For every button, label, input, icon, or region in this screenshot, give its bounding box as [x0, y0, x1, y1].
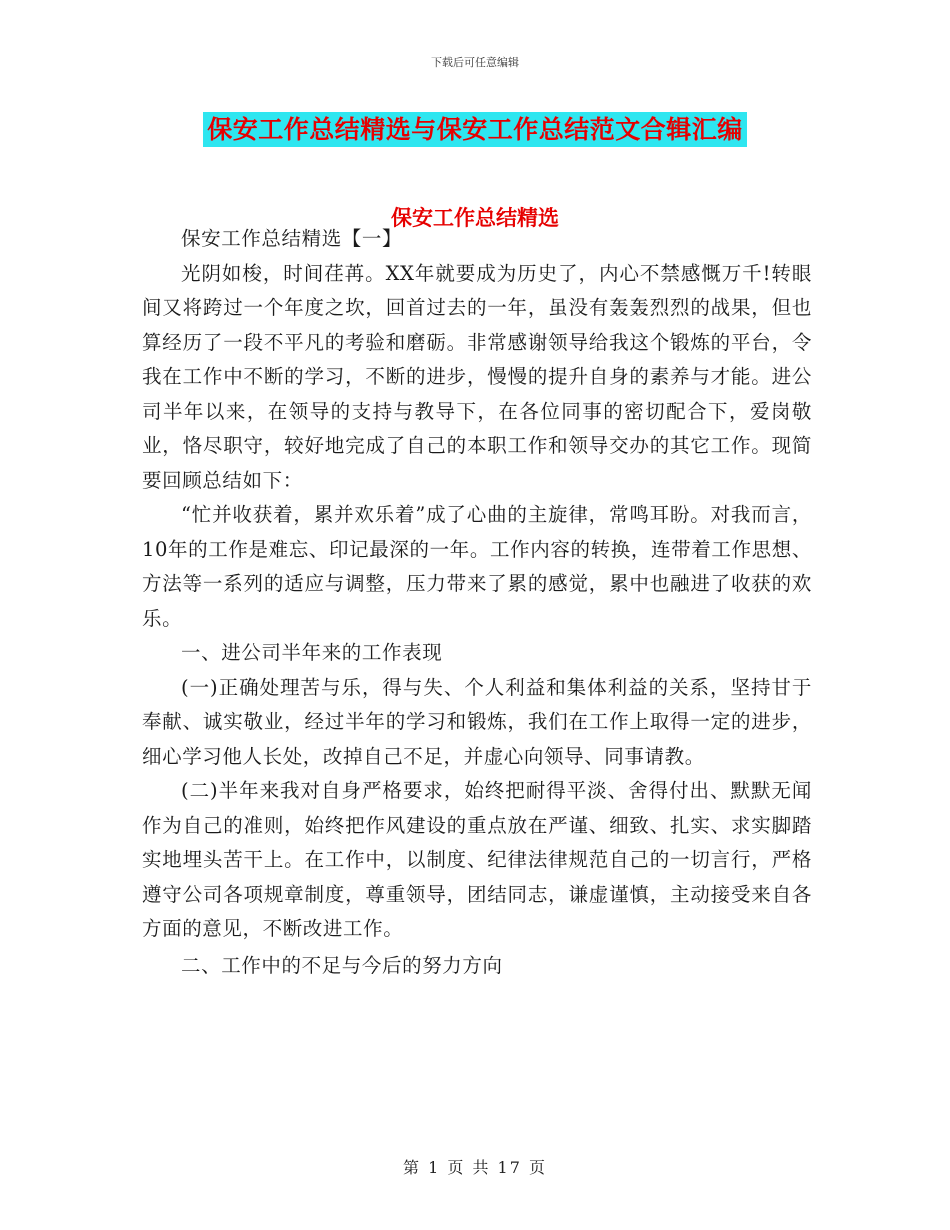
- paragraph: (一)正确处理苦与乐，得与失、个人利益和集体利益的关系，坚持甘于奉献、诚实敬业，经过半年的学习和锻炼，我们在工作上取得一定的进步，细心学习他人长处，改掉自己不足，并虚心向领导、同事请教。: [142, 675, 812, 768]
- subheading: 二、工作中的不足与今后的努力方向: [181, 953, 503, 977]
- document-title-text: 保安工作总结精选与保安工作总结范文合辑汇编: [203, 112, 747, 147]
- header-note: 下载后可任意编辑: [431, 56, 519, 69]
- document-title: [0, 110, 950, 146]
- section-title: 保安工作总结精选: [391, 205, 559, 230]
- paragraph: “忙并收获着，累并欢乐着”成了心曲的主旋律，常鸣耳盼。对我而言，10年的工作是难忘、印记最深的一年。工作内容的转换，连带着工作思想、方法等一系列的适应与调整，压力带来了累的感觉，累中也融进了收获的欢乐。: [142, 503, 812, 630]
- subheading: 一、进公司半年来的工作表现: [181, 641, 443, 664]
- page-footer: 第 1 页 共 17 页: [403, 1158, 547, 1177]
- paragraph: 光阴如梭，时间荏苒。XX年就要成为历史了，内心不禁感慨万千!转眼间又将跨过一个年度之坎，回首过去的一年，虽没有轰轰烈烈的战果，但也算经历了一段不平凡的考验和磨砺。非常感谢领导给我这个锻炼的平台，令我在工作中不断的学习，不断的进步，慢慢的提升自身的素养与才能。进公司半年以来，在领导的支持与教导下，在各位同事的密切配合下，爱岗敬业，恪尽职守，较好地完成了自己的本职工作和领导交办的其它工作。现简要回顾总结如下：: [142, 261, 812, 492]
- paragraph: (二)半年来我对自身严格要求，始终把耐得平淡、舍得付出、默默无闻作为自己的准则，始终把作风建设的重点放在严谨、细致、扎实、求实脚踏实地埋头苦干上。在工作中，以制度、纪律法律规范自己的一切言行，严格遵守公司各项规章制度，尊重领导，团结同志，谦虚谨慎，主动接受来自各方面的意见，不断改进工作。: [142, 779, 812, 940]
- subheading: 保安工作总结精选【一】: [181, 227, 403, 250]
- document-body: [142, 222, 812, 983]
